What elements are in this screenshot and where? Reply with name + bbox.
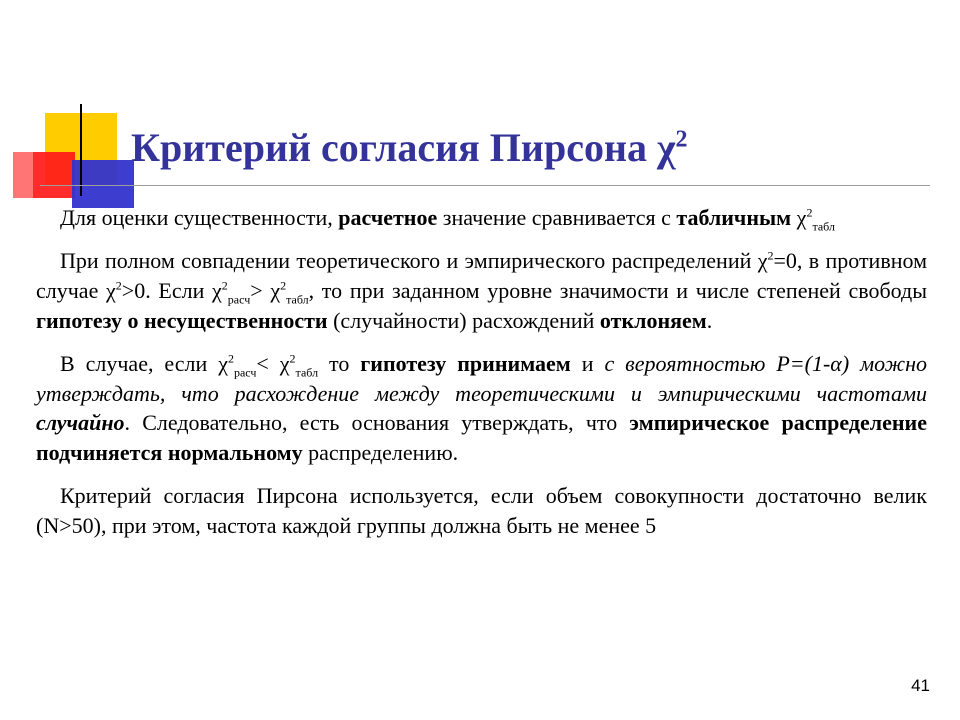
- p3-text: и: [570, 350, 605, 376]
- p2-bold-hypothesis: гипотезу о несущественности: [36, 307, 328, 333]
- p3-italic-probability: с вероятностью P=(1-α) можно утверждать, что расхождение между теоретическими и эмпирическими частотами: [36, 350, 927, 406]
- p3-text: то: [318, 350, 361, 376]
- p4-text: Критерий согласия Пирсона используется, если объем совокупности достаточно велик (N>50), при этом, частота каждой группы должна быть не менее 5: [36, 483, 927, 539]
- slide-title: [131, 124, 688, 171]
- paragraph-1: [36, 203, 927, 233]
- p2-sup: 2: [280, 278, 287, 293]
- p2-sub: табл: [286, 292, 309, 307]
- slide-title-text: Критерий согласия Пирсона χ: [131, 125, 676, 170]
- p2-text: , то при заданном уровне значимости и числе степеней свободы: [308, 277, 927, 303]
- p3-bold-distribution: эмпирическое распределение подчиняется нормальному: [36, 410, 927, 466]
- p2-text: При полном совпадении теоретического и эмпирического распределений χ: [60, 247, 768, 273]
- paragraph-4: [36, 481, 927, 541]
- p3-bold-italic-random: случайно: [36, 410, 125, 436]
- p1-sup: 2: [806, 205, 813, 220]
- p1-bold-calculated: расчетное: [338, 205, 438, 230]
- p3-sub: расч: [233, 365, 257, 380]
- p3-text: распределению.: [302, 440, 459, 466]
- p2-text: .: [706, 307, 713, 333]
- p3-text: < χ: [256, 350, 290, 376]
- square-highlight-decoration: [13, 152, 33, 198]
- p3-sup: 2: [289, 351, 296, 366]
- p2-sup: 2: [767, 248, 774, 263]
- page-number: 41: [911, 676, 930, 695]
- p3-text: . Следовательно, есть основания утверждать, что: [124, 410, 630, 436]
- paragraph-3: [36, 349, 927, 469]
- p1-text: значение сравнивается с: [437, 205, 677, 230]
- p1-chi: χ: [791, 205, 807, 230]
- vertical-rule: [80, 104, 82, 196]
- p2-text: >0. Если χ: [121, 277, 222, 303]
- slide-title-sup: 2: [675, 126, 688, 153]
- p1-text: Для оценки существенности,: [60, 205, 339, 230]
- p2-sup: 2: [221, 278, 228, 293]
- p2-text: (случайности) расхождений: [327, 307, 600, 333]
- paragraph-2: [36, 246, 927, 336]
- p2-text: > χ: [250, 277, 281, 303]
- p3-sub: табл: [295, 365, 319, 380]
- p3-sup: 2: [227, 351, 234, 366]
- title-underline: [40, 185, 930, 186]
- p2-text: =0, в противном случае χ: [36, 247, 927, 303]
- p2-bold-reject: отклоняем: [599, 307, 707, 333]
- p1-bold-tabular: табличным: [676, 205, 792, 230]
- p2-sub: расч: [227, 292, 251, 307]
- p3-bold-accept: гипотезу принимаем: [360, 350, 571, 376]
- p1-sub: табл: [812, 219, 835, 234]
- p2-sup: 2: [115, 278, 122, 293]
- p3-text: В случае, если χ: [60, 350, 228, 376]
- slide-body: [36, 203, 927, 554]
